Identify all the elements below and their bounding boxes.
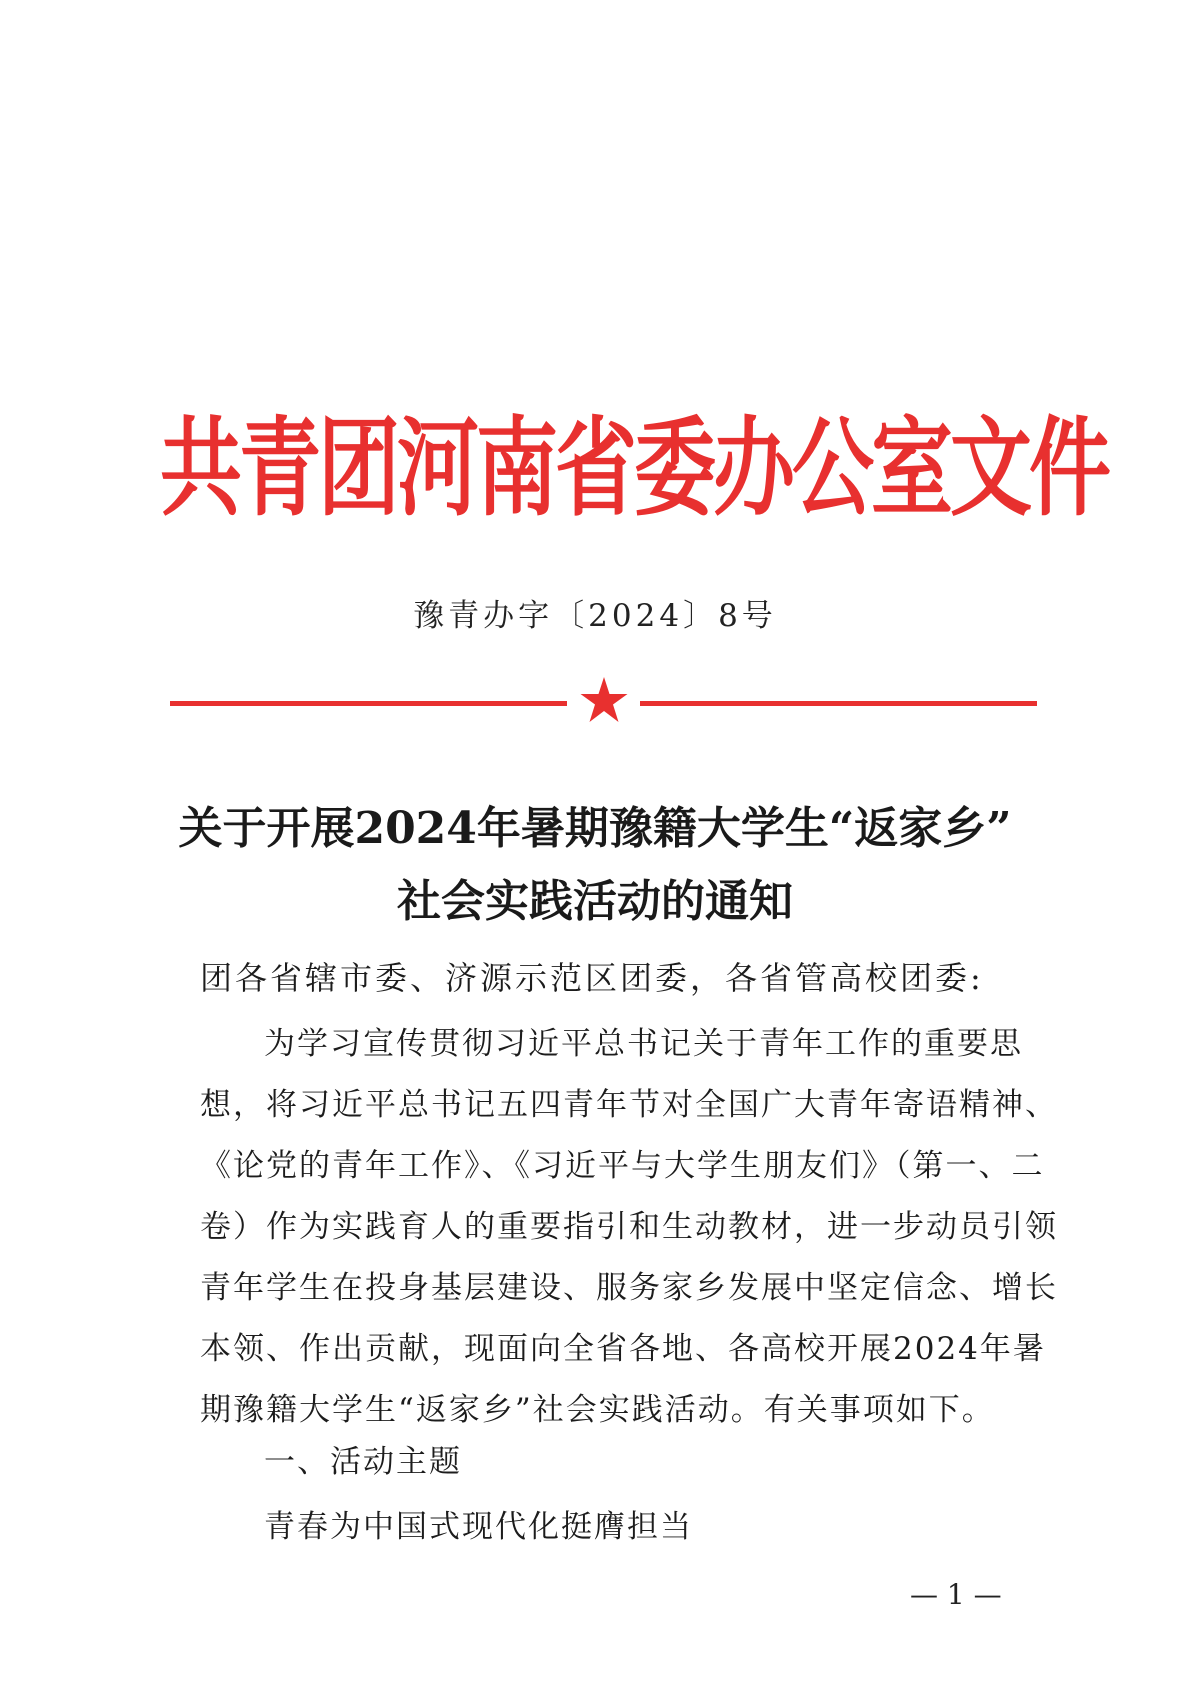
document-title-line-1: 关于开展2024年暑期豫籍大学生“返家乡” [178,803,1012,854]
red-divider-left [170,701,567,706]
red-divider-right [640,701,1037,706]
body-paragraph-line: 青年学生在投身基层建设、服务家乡发展中坚定信念、增长 [200,1270,1058,1306]
body-paragraph-line: 想，将习近平总书记五四青年节对全国广大青年寄语精神、 [200,1087,1058,1123]
document-number: 豫青办字〔2024〕8号 [413,598,777,634]
body-paragraph-line: 本领、作出贡献，现面向全省各地、各高校开展2024年暑 [200,1331,1046,1367]
body-paragraph-line: 《论党的青年工作》、《习近平与大学生朋友们》（第一、二 [200,1148,1045,1184]
addressee-line: 团各省辖市委、济源示范区团委，各省管高校团委: [200,959,984,997]
body-paragraph-line: 期豫籍大学生“返家乡”社会实践活动。有关事项如下。 [200,1392,995,1428]
document-title-line-2: 社会实践活动的通知 [397,876,793,927]
red-star-icon [579,675,629,725]
page-number: — 1 — [910,1578,1002,1611]
body-paragraph-line: 为学习宣传贯彻习近平总书记关于青年工作的重要思 [264,1026,1023,1062]
activity-theme-text: 青春为中国式现代化挺膺担当 [264,1509,693,1545]
body-paragraph-line: 卷）作为实践育人的重要指引和生动教材，进一步动员引领 [200,1209,1058,1245]
issuing-authority-header: 共青团河南省委办公室文件 [160,407,1109,532]
section-heading: 一、活动主题 [264,1444,462,1480]
